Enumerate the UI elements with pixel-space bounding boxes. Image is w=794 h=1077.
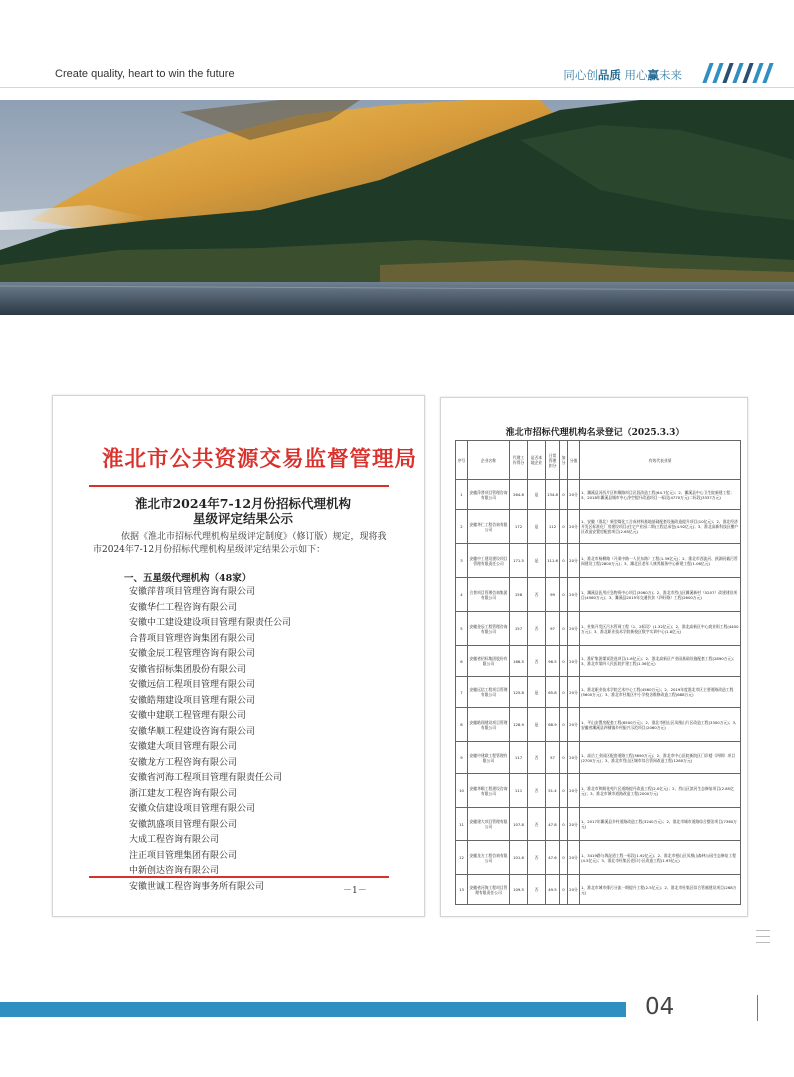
company-name: 安徽龙方工程咨询有限公司 <box>468 841 510 875</box>
point-value: 20分 <box>568 808 580 841</box>
point-value: 20分 <box>568 742 580 774</box>
row-number: 2 <box>456 510 468 544</box>
column-header: 加分 <box>560 441 568 480</box>
agency-score: 264.6 <box>510 480 528 510</box>
point-value: 20分 <box>568 677 580 708</box>
column-header: 是否本地企业 <box>528 441 546 480</box>
agency-score: 166.5 <box>510 646 528 677</box>
representative-works: 1、濉溪县河西片区和顺路项目区段改造工程(64.7亿元)；2、濉溪县中心卫生院新建工程；3、2018年濉溪县城市中心净空提升改造项目一标段(4770万元)二标段(3337万元) <box>580 480 741 510</box>
bonus: 0 <box>560 875 568 905</box>
list-item: 安徽远信工程项目管理有限公司 <box>129 680 256 690</box>
row-number: 11 <box>456 808 468 841</box>
bonus: 0 <box>560 544 568 578</box>
decor-stripes-icon <box>702 63 774 83</box>
agency-score: 117 <box>510 742 528 774</box>
company-name: 安徽建大项目管理有限公司 <box>468 808 510 841</box>
point-value: 20分 <box>568 875 580 905</box>
section-heading: 一、五星级代理机构（48家） <box>124 573 252 584</box>
footer-accent-bar <box>0 1002 626 1017</box>
local-flag: 否 <box>528 808 546 841</box>
bureau-title: 淮北市公共资源交易监督管理局 <box>102 447 418 472</box>
local-flag: 是 <box>528 510 546 544</box>
representative-works: 1、淮矿集团煤炭洗选项目(1.8亿元)；2、淮北高新区产业园基础设施配套工程(2890万元)；3、淮北市第四人民医院扩建工程(1.36亿元) <box>580 646 741 677</box>
list-item: 安徽萍普项目管理咨询有限公司 <box>129 587 256 597</box>
list-item: 安徽众信建设项目管理有限公司 <box>129 804 256 814</box>
bonus: 0 <box>560 578 568 612</box>
list-item: 合普项目管理咨询集团有限公司 <box>129 633 256 644</box>
agency-score: 128.9 <box>510 708 528 742</box>
local-flag: 否 <box>528 774 546 808</box>
local-flag: 否 <box>528 578 546 612</box>
agency-score: 109.5 <box>510 875 528 905</box>
table-row <box>456 544 741 578</box>
row-number: 12 <box>456 841 468 875</box>
notice-title-line1: 淮北市2024年7-12月份招标代理机构 <box>134 496 352 511</box>
list-item: 安徽省河海工程项目管理有限责任公司 <box>129 773 283 783</box>
list-item: 大成工程咨询有限公司 <box>129 835 220 845</box>
bonus: 0 <box>560 742 568 774</box>
side-decoration <box>756 930 770 950</box>
notice-intro: 依据《淮北市招标代理机构星级评定制度》（修订版）规定，现将我市2024年7-12月份招标代理机构星级评定结果公示如下： <box>93 532 387 555</box>
bonus: 0 <box>560 808 568 841</box>
representative-works: 1、3419路与海淀道工程一标段(1.92亿元)；2、淮北市相山区凤凰山森林公园生态修复工程(4.5亿元)；3、淮北市杜集区老旧小区改造工程(1.93亿元) <box>580 841 741 875</box>
company-name: 安徽远信工程项目管理有限公司 <box>468 677 510 708</box>
table-row <box>456 841 741 875</box>
column-header: 序号 <box>456 441 468 480</box>
row-number: 7 <box>456 677 468 708</box>
bonus: 0 <box>560 774 568 808</box>
management-deduct: 68.9 <box>546 708 560 742</box>
company-name: 安徽中工建设建设项目管理有限责任公司 <box>468 544 510 578</box>
representative-works: 1、安徽（淮北）新型煤化工合成材料基地基础配套设施改造提升项目(10亿元)；2、淮北经济开发区标准化厂房建设项目(住宅产业园二期)工程总承包(4.92亿元)；3、淮北高新科技区棚户区改造安置房配套项目(2.65亿元) <box>580 510 741 544</box>
company-list <box>129 585 291 895</box>
agency-score: 171.5 <box>510 544 528 578</box>
table-row <box>456 742 741 774</box>
company-name: 安徽华仁工程咨询有限公司 <box>468 510 510 544</box>
landscape-illustration <box>0 100 794 315</box>
management-deduct: 57 <box>546 742 560 774</box>
table-row <box>456 510 741 544</box>
agency-score: 158 <box>510 578 528 612</box>
list-item: 安徽凯盛项目管理有限公司 <box>129 819 238 830</box>
table-row <box>456 480 741 510</box>
row-number: 8 <box>456 708 468 742</box>
list-item: 安徽华仁工程咨询有限公司 <box>129 602 238 613</box>
point-value: 20分 <box>568 774 580 808</box>
agency-score: 172 <box>510 510 528 544</box>
agency-score: 111 <box>510 774 528 808</box>
column-header: 日常管理扣分 <box>546 441 560 480</box>
representative-works: 1、淮北市和顺花苑片区道路提升改造工程(2.0亿元)；2、烈山区滨河生态修复项目(2.85亿元)；3、淮北市城市道路改造工程(2000万元) <box>580 774 741 808</box>
list-item: 浙江建友工程咨询有限公司 <box>129 788 238 799</box>
list-item: 安徽建大项目管理有限公司 <box>129 742 238 752</box>
management-deduct: 112 <box>546 510 560 544</box>
row-number: 6 <box>456 646 468 677</box>
bonus: 0 <box>560 480 568 510</box>
slogan-part-1: 同心创 <box>563 68 598 82</box>
local-flag: 是 <box>528 677 546 708</box>
company-name: 安徽省河海工程项目管理有限责任公司 <box>468 875 510 905</box>
point-value: 20分 <box>568 510 580 544</box>
point-value: 20分 <box>568 841 580 875</box>
list-item: 安徽华顺工程建设咨询有限公司 <box>129 726 256 737</box>
company-name: 合普项目管理咨询集团有限公司 <box>468 578 510 612</box>
table-row <box>456 677 741 708</box>
management-deduct: 49.5 <box>546 875 560 905</box>
bonus: 0 <box>560 612 568 646</box>
company-name: 安徽皓翔建设项目管理有限公司 <box>468 708 510 742</box>
list-item: 安徽省招标集团股份有限公司 <box>129 664 247 675</box>
registry-body <box>456 480 741 905</box>
table-row <box>456 578 741 612</box>
company-name: 安徽金辰工程管理咨询有限公司 <box>468 612 510 646</box>
notice-title-line2: 星级评定结果公示 <box>192 511 293 526</box>
list-item: 安徽世诚工程咨询事务所有限公司 <box>129 881 265 892</box>
company-name: 安徽华顺工程建设咨询有限公司 <box>468 774 510 808</box>
slogan-part-4: 赢 <box>647 68 659 82</box>
representative-works: 1、淮北市城市排污分流一期提升工程(2.5亿元)；2、淮北市杜集区综合管廊建设项目(268万元) <box>580 875 741 905</box>
point-value: 20分 <box>568 578 580 612</box>
row-number: 9 <box>456 742 468 774</box>
local-flag: 是 <box>528 544 546 578</box>
slogan-chinese <box>563 67 682 83</box>
table-row <box>456 708 741 742</box>
agency-score: 157 <box>510 612 528 646</box>
management-deduct: 134.8 <box>546 480 560 510</box>
row-number: 5 <box>456 612 468 646</box>
column-header: 分值 <box>568 441 580 480</box>
representative-works: 1、淮北职业技术学院艺术中心工程(4560万元)；2、2019年度淮北市区主要道路改造工程(5600万元)；3、淮北市杜集区中小学校舍维修改造工程(688万元) <box>580 677 741 708</box>
representative-works: 1、杜集开发区污水管网工程（1、2标段）(1.32亿元)；2、淮北高新区中心商业街工程(4400万元)；3、淮北职业技术学院新校区数字实训中心(1.8亿元) <box>580 612 741 646</box>
slogan-part-5: 未来 <box>659 68 682 82</box>
management-deduct: 97 <box>546 612 560 646</box>
table-row <box>456 646 741 677</box>
column-header: 企业名称 <box>468 441 510 480</box>
bonus: 0 <box>560 841 568 875</box>
notice-title <box>93 496 393 526</box>
list-item: 安徽金辰工程管理咨询有限公司 <box>129 649 256 659</box>
list-item: 安徽龙方工程咨询有限公司 <box>129 757 238 768</box>
representative-works: 1、濉溪县医用应急物资中心项目(3060万)；2、淮北市烈山区濉溪新村（5207）改建建设项目(4560万元)；3、濉溪县2019年交通扶贫（四好路）工程(2600万元) <box>580 578 741 612</box>
registry-table <box>455 440 741 905</box>
registry-document <box>440 397 748 917</box>
management-deduct: 111.6 <box>546 544 560 578</box>
point-value: 20分 <box>568 480 580 510</box>
point-value: 20分 <box>568 708 580 742</box>
local-flag: 否 <box>528 612 546 646</box>
bonus: 0 <box>560 677 568 708</box>
column-header: 有效代表业绩 <box>580 441 741 480</box>
local-flag: 是 <box>528 480 546 510</box>
header-rule <box>0 87 794 88</box>
table-row <box>456 774 741 808</box>
column-header: 代理工作得分 <box>510 441 528 480</box>
local-flag: 否 <box>528 875 546 905</box>
list-item: 安徽中工建设建设项目管理有限责任公司 <box>129 618 292 628</box>
company-name: 安徽省招标集团股份有限公司 <box>468 646 510 677</box>
table-row <box>456 808 741 841</box>
document-page-mark: －1－ <box>343 886 367 896</box>
local-flag: 否 <box>528 646 546 677</box>
slogan-part-3: 用心 <box>620 68 648 82</box>
page-number-tick <box>757 995 761 1021</box>
row-number: 3 <box>456 544 468 578</box>
row-number: 1 <box>456 480 468 510</box>
slogan-english: Create quality, heart to win the future <box>55 68 235 80</box>
representative-works: 1、平山安置房配套工程(6500万元)；2、淮北市相山区凤凰山片区改造工程(3300万元)；3、安徽省濉溪县四铺镇乡村振兴示范项目(2060万元) <box>580 708 741 742</box>
management-deduct: 51.4 <box>546 774 560 808</box>
red-divider <box>89 485 389 487</box>
local-flag: 是 <box>528 708 546 742</box>
representative-works: 1、高岳工业园区配套道路工程(3690万元)；2、淮北市中心医院新院区门诊楼（四期）项目(2700万元)；3、淮北市烈山区城市综合管网改造工程(1260万元) <box>580 742 741 774</box>
list-item: 注正项目管理集团有限公司 <box>129 850 238 861</box>
point-value: 20分 <box>568 646 580 677</box>
management-deduct: 96.5 <box>546 646 560 677</box>
list-item: 安徽中建联工程管理有限公司 <box>129 711 247 721</box>
point-value: 20分 <box>568 544 580 578</box>
agency-score: 125.8 <box>510 677 528 708</box>
footer-red-rule <box>89 876 389 878</box>
notice-document <box>52 395 425 917</box>
table-row <box>456 875 741 905</box>
table-row <box>456 612 741 646</box>
row-number: 13 <box>456 875 468 905</box>
management-deduct: 65.8 <box>546 677 560 708</box>
list-item: 中新创达咨询有限公司 <box>129 866 220 876</box>
table-header-row <box>456 441 741 480</box>
management-deduct: 99 <box>546 578 560 612</box>
bonus: 0 <box>560 510 568 544</box>
management-deduct: 47.8 <box>546 808 560 841</box>
page-number: 04 <box>645 994 675 1020</box>
local-flag: 否 <box>528 841 546 875</box>
bonus: 0 <box>560 646 568 677</box>
agency-score: 107.8 <box>510 808 528 841</box>
company-name: 安徽中建联工程管理有限公司 <box>468 742 510 774</box>
hero-landscape-photo <box>0 100 794 315</box>
row-number: 4 <box>456 578 468 612</box>
representative-works: 1、淮北市杨柳路（开渠中路一人民东路）工程(1.39亿元)；2、淮北市西流河、跃湖河截污管网建设工程(2800万元)；3、濉北区老年人康养服务中心新建工程(1.06亿元) <box>580 544 741 578</box>
bonus: 0 <box>560 708 568 742</box>
management-deduct: 47.6 <box>546 841 560 875</box>
list-item: 安徽皓翔建设项目管理有限公司 <box>129 695 256 706</box>
registry-title: 淮北市招标代理机构名录登记（2025.3.3） <box>505 428 685 438</box>
local-flag: 否 <box>528 742 546 774</box>
slogan-part-2: 品质 <box>597 68 621 82</box>
point-value: 20分 <box>568 612 580 646</box>
agency-score: 101.6 <box>510 841 528 875</box>
representative-works: 1、2017年濉溪县乡村道路改造工程(3240万元)；2、淮北市城市道路综合整治项目(7360万元) <box>580 808 741 841</box>
row-number: 10 <box>456 774 468 808</box>
company-name: 安徽萍普项目管理咨询有限公司 <box>468 480 510 510</box>
